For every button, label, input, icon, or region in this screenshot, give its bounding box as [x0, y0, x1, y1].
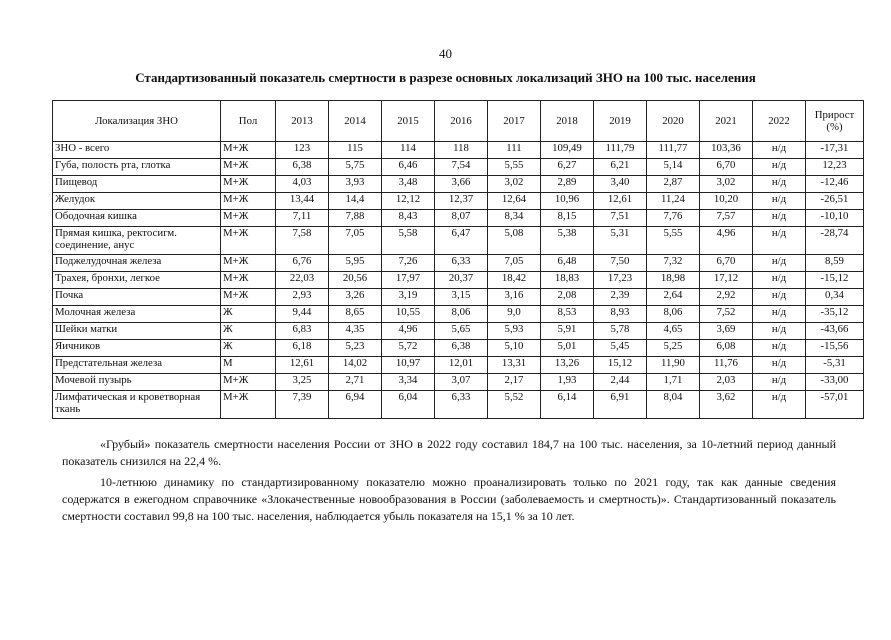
cell-value: н/д [753, 210, 806, 227]
cell-value: 8,93 [594, 306, 647, 323]
cell-value: 2,89 [541, 176, 594, 193]
cell-value: 7,88 [329, 210, 382, 227]
cell-value: 5,55 [488, 159, 541, 176]
cell-value: 8,06 [435, 306, 488, 323]
cell-value: 4,35 [329, 323, 382, 340]
cell-growth: -57,01 [806, 391, 864, 419]
cell-localization: Поджелудочная железа [53, 255, 221, 272]
cell-value: 118 [435, 142, 488, 159]
cell-value: 8,34 [488, 210, 541, 227]
cell-value: 6,76 [276, 255, 329, 272]
cell-value: 115 [329, 142, 382, 159]
cell-value: 6,38 [435, 340, 488, 357]
cell-value: 2,64 [647, 289, 700, 306]
cell-value: 10,96 [541, 193, 594, 210]
cell-growth: -15,56 [806, 340, 864, 357]
cell-value: 8,43 [382, 210, 435, 227]
mortality-table [52, 100, 864, 419]
cell-growth: -33,00 [806, 374, 864, 391]
cell-value: 9,0 [488, 306, 541, 323]
cell-growth: 0,34 [806, 289, 864, 306]
cell-value: 11,90 [647, 357, 700, 374]
cell-growth: -10,10 [806, 210, 864, 227]
cell-value: н/д [753, 227, 806, 255]
cell-localization: Яичников [53, 340, 221, 357]
paragraph-standardized-rate [62, 474, 836, 525]
cell-localization: Пищевод [53, 176, 221, 193]
cell-value: 3,48 [382, 176, 435, 193]
page-number: 40 [439, 46, 452, 61]
table-row [53, 193, 864, 210]
cell-sex: Ж [221, 340, 276, 357]
cell-value: 5,65 [435, 323, 488, 340]
cell-value: 7,26 [382, 255, 435, 272]
cell-localization: Трахея, бронхи, легкое [53, 272, 221, 289]
table-row [53, 391, 864, 419]
cell-value: 6,91 [594, 391, 647, 419]
header-year: 2021 [700, 101, 753, 142]
table-row [53, 227, 864, 255]
cell-value: 12,01 [435, 357, 488, 374]
cell-value: 5,93 [488, 323, 541, 340]
cell-value: 5,78 [594, 323, 647, 340]
table-row [53, 357, 864, 374]
cell-value: 114 [382, 142, 435, 159]
cell-value: 6,08 [700, 340, 753, 357]
cell-value: 8,65 [329, 306, 382, 323]
cell-value: 3,34 [382, 374, 435, 391]
cell-value: 103,36 [700, 142, 753, 159]
cell-value: 10,55 [382, 306, 435, 323]
paragraph-crude-rate [62, 436, 836, 470]
cell-value: 17,23 [594, 272, 647, 289]
cell-value: 12,37 [435, 193, 488, 210]
cell-value: 5,38 [541, 227, 594, 255]
cell-value: 7,76 [647, 210, 700, 227]
cell-value: 18,98 [647, 272, 700, 289]
cell-value: 8,53 [541, 306, 594, 323]
cell-value: 11,76 [700, 357, 753, 374]
cell-value: 3,93 [329, 176, 382, 193]
cell-value: 109,49 [541, 142, 594, 159]
cell-value: 20,37 [435, 272, 488, 289]
cell-growth: -26,51 [806, 193, 864, 210]
header-year: 2020 [647, 101, 700, 142]
cell-value: 5,31 [594, 227, 647, 255]
cell-value: 5,75 [329, 159, 382, 176]
cell-sex: М+Ж [221, 227, 276, 255]
cell-value: н/д [753, 306, 806, 323]
cell-localization: Губа, полость рта, глотка [53, 159, 221, 176]
cell-value: н/д [753, 357, 806, 374]
cell-localization: Лимфатическая и кроветворная ткань [53, 391, 221, 419]
table-row [53, 289, 864, 306]
header-year: 2019 [594, 101, 647, 142]
cell-value: н/д [753, 255, 806, 272]
cell-value: 18,42 [488, 272, 541, 289]
cell-value: 2,08 [541, 289, 594, 306]
cell-value: н/д [753, 391, 806, 419]
paragraph-text: 10-летнюю динамику по стандартизированному показателю можно проанализировать только по 2021 году, так как данные сведения содержатся в ежегодном справочнике «Злокачественные новообразования в России (заболеваемость и смертность)». Стандартизованный показатель смертности составил 99,8 на 100 тыс. населения, наблюдается убыль показателя на 15,1 % за 10 лет. [62, 475, 836, 523]
cell-value: н/д [753, 323, 806, 340]
table-row [53, 159, 864, 176]
cell-value: 6,04 [382, 391, 435, 419]
cell-value: 5,01 [541, 340, 594, 357]
header-year: 2015 [382, 101, 435, 142]
cell-sex: М+Ж [221, 193, 276, 210]
cell-localization: Предстательная железа [53, 357, 221, 374]
header-year: 2013 [276, 101, 329, 142]
cell-value: н/д [753, 340, 806, 357]
cell-value: 11,24 [647, 193, 700, 210]
table-row [53, 374, 864, 391]
cell-sex: М+Ж [221, 159, 276, 176]
cell-value: 4,96 [382, 323, 435, 340]
paragraph-text: «Грубый» показатель смертности населения России от ЗНО в 2022 году составил 184,7 на 100 тыс. населения, за 10-летний период данный показатель снизился на 22,4 %. [62, 437, 836, 468]
cell-value: 3,19 [382, 289, 435, 306]
cell-value: 5,10 [488, 340, 541, 357]
cell-value: 8,07 [435, 210, 488, 227]
header-year: 2018 [541, 101, 594, 142]
cell-localization: Ободочная кишка [53, 210, 221, 227]
cell-value: 8,06 [647, 306, 700, 323]
table-title: Стандартизованный показатель смертности в разрезе основных локализаций ЗНО на 100 тыс. населения [135, 70, 756, 85]
cell-value: 7,51 [594, 210, 647, 227]
cell-value: 123 [276, 142, 329, 159]
cell-value: 17,12 [700, 272, 753, 289]
cell-value: 5,95 [329, 255, 382, 272]
table-row [53, 176, 864, 193]
cell-value: 2,93 [276, 289, 329, 306]
cell-localization: Желудок [53, 193, 221, 210]
header-sex: Пол [221, 101, 276, 142]
cell-value: 5,52 [488, 391, 541, 419]
cell-value: 2,92 [700, 289, 753, 306]
cell-value: 5,55 [647, 227, 700, 255]
cell-value: 2,03 [700, 374, 753, 391]
cell-value: н/д [753, 374, 806, 391]
cell-value: 6,14 [541, 391, 594, 419]
cell-growth: -35,12 [806, 306, 864, 323]
cell-sex: М+Ж [221, 210, 276, 227]
cell-value: н/д [753, 159, 806, 176]
cell-value: 12,64 [488, 193, 541, 210]
cell-localization: Прямая кишка, ректосигм. соединение, анус [53, 227, 221, 255]
cell-value: 6,21 [594, 159, 647, 176]
header-year: 2016 [435, 101, 488, 142]
cell-growth: -43,66 [806, 323, 864, 340]
table-header-row [53, 101, 864, 142]
cell-value: 10,20 [700, 193, 753, 210]
cell-value: 4,03 [276, 176, 329, 193]
cell-value: 14,02 [329, 357, 382, 374]
cell-value: 7,54 [435, 159, 488, 176]
cell-value: 7,50 [594, 255, 647, 272]
cell-value: 6,70 [700, 159, 753, 176]
cell-value: 2,44 [594, 374, 647, 391]
cell-value: 7,11 [276, 210, 329, 227]
cell-value: 7,05 [329, 227, 382, 255]
cell-value: 3,02 [700, 176, 753, 193]
table-row [53, 272, 864, 289]
cell-value: 6,46 [382, 159, 435, 176]
cell-value: 13,31 [488, 357, 541, 374]
cell-growth: -28,74 [806, 227, 864, 255]
cell-value: 3,02 [488, 176, 541, 193]
cell-value: 6,33 [435, 391, 488, 419]
cell-sex: М+Ж [221, 374, 276, 391]
cell-value: 3,69 [700, 323, 753, 340]
table-body [53, 142, 864, 419]
cell-value: 8,15 [541, 210, 594, 227]
cell-value: 14,4 [329, 193, 382, 210]
cell-growth: -5,31 [806, 357, 864, 374]
cell-value: 6,47 [435, 227, 488, 255]
cell-value: 5,91 [541, 323, 594, 340]
cell-value: 5,45 [594, 340, 647, 357]
cell-value: 111,77 [647, 142, 700, 159]
cell-growth: 8,59 [806, 255, 864, 272]
cell-value: 111 [488, 142, 541, 159]
cell-value: 12,61 [594, 193, 647, 210]
cell-value: 6,38 [276, 159, 329, 176]
cell-growth: -12,46 [806, 176, 864, 193]
cell-growth: -15,12 [806, 272, 864, 289]
cell-growth: 12,23 [806, 159, 864, 176]
cell-sex: М+Ж [221, 142, 276, 159]
cell-value: 2,87 [647, 176, 700, 193]
cell-value: н/д [753, 289, 806, 306]
cell-localization: Почка [53, 289, 221, 306]
cell-value: 6,33 [435, 255, 488, 272]
header-year: 2014 [329, 101, 382, 142]
cell-value: 4,96 [700, 227, 753, 255]
cell-value: н/д [753, 272, 806, 289]
table-row [53, 340, 864, 357]
cell-value: 18,83 [541, 272, 594, 289]
cell-value: 13,44 [276, 193, 329, 210]
cell-value: 3,15 [435, 289, 488, 306]
cell-value: н/д [753, 193, 806, 210]
cell-value: 3,25 [276, 374, 329, 391]
cell-value: 7,57 [700, 210, 753, 227]
cell-value: 1,71 [647, 374, 700, 391]
cell-value: 2,39 [594, 289, 647, 306]
cell-value: 8,04 [647, 391, 700, 419]
cell-sex: М+Ж [221, 289, 276, 306]
cell-value: 13,26 [541, 357, 594, 374]
cell-value: 5,08 [488, 227, 541, 255]
cell-sex: М+Ж [221, 255, 276, 272]
cell-value: 20,56 [329, 272, 382, 289]
cell-value: 7,58 [276, 227, 329, 255]
cell-localization: ЗНО - всего [53, 142, 221, 159]
cell-value: 3,66 [435, 176, 488, 193]
cell-value: 6,18 [276, 340, 329, 357]
cell-value: 111,79 [594, 142, 647, 159]
cell-value: 3,16 [488, 289, 541, 306]
cell-sex: М+Ж [221, 176, 276, 193]
table-row [53, 323, 864, 340]
cell-value: 2,17 [488, 374, 541, 391]
cell-localization: Молочная железа [53, 306, 221, 323]
cell-value: 6,27 [541, 159, 594, 176]
cell-value: 6,48 [541, 255, 594, 272]
cell-value: 3,07 [435, 374, 488, 391]
cell-value: 9,44 [276, 306, 329, 323]
cell-value: 10,97 [382, 357, 435, 374]
header-growth: Прирост (%) [806, 101, 864, 142]
cell-value: 7,05 [488, 255, 541, 272]
cell-value: 12,12 [382, 193, 435, 210]
cell-value: 6,70 [700, 255, 753, 272]
cell-value: 5,23 [329, 340, 382, 357]
header-localization: Локализация ЗНО [53, 101, 221, 142]
cell-value: 7,39 [276, 391, 329, 419]
cell-sex: Ж [221, 306, 276, 323]
cell-value: 5,14 [647, 159, 700, 176]
table-row [53, 210, 864, 227]
cell-value: н/д [753, 176, 806, 193]
cell-value: 22,03 [276, 272, 329, 289]
cell-sex: М+Ж [221, 391, 276, 419]
cell-sex: М [221, 357, 276, 374]
cell-value: 15,12 [594, 357, 647, 374]
cell-localization: Мочевой пузырь [53, 374, 221, 391]
cell-value: 5,58 [382, 227, 435, 255]
cell-value: 3,40 [594, 176, 647, 193]
cell-value: 3,26 [329, 289, 382, 306]
cell-value: 17,97 [382, 272, 435, 289]
cell-value: 3,62 [700, 391, 753, 419]
cell-value: н/д [753, 142, 806, 159]
cell-value: 5,72 [382, 340, 435, 357]
header-year: 2017 [488, 101, 541, 142]
cell-value: 12,61 [276, 357, 329, 374]
cell-value: 7,32 [647, 255, 700, 272]
header-year: 2022 [753, 101, 806, 142]
cell-value: 2,71 [329, 374, 382, 391]
table-row [53, 306, 864, 323]
cell-sex: М+Ж [221, 272, 276, 289]
cell-localization: Шейки матки [53, 323, 221, 340]
cell-value: 6,83 [276, 323, 329, 340]
table-row [53, 142, 864, 159]
table-row [53, 255, 864, 272]
cell-value: 6,94 [329, 391, 382, 419]
cell-value: 4,65 [647, 323, 700, 340]
cell-value: 1,93 [541, 374, 594, 391]
cell-value: 7,52 [700, 306, 753, 323]
cell-sex: Ж [221, 323, 276, 340]
cell-value: 5,25 [647, 340, 700, 357]
cell-growth: -17,31 [806, 142, 864, 159]
